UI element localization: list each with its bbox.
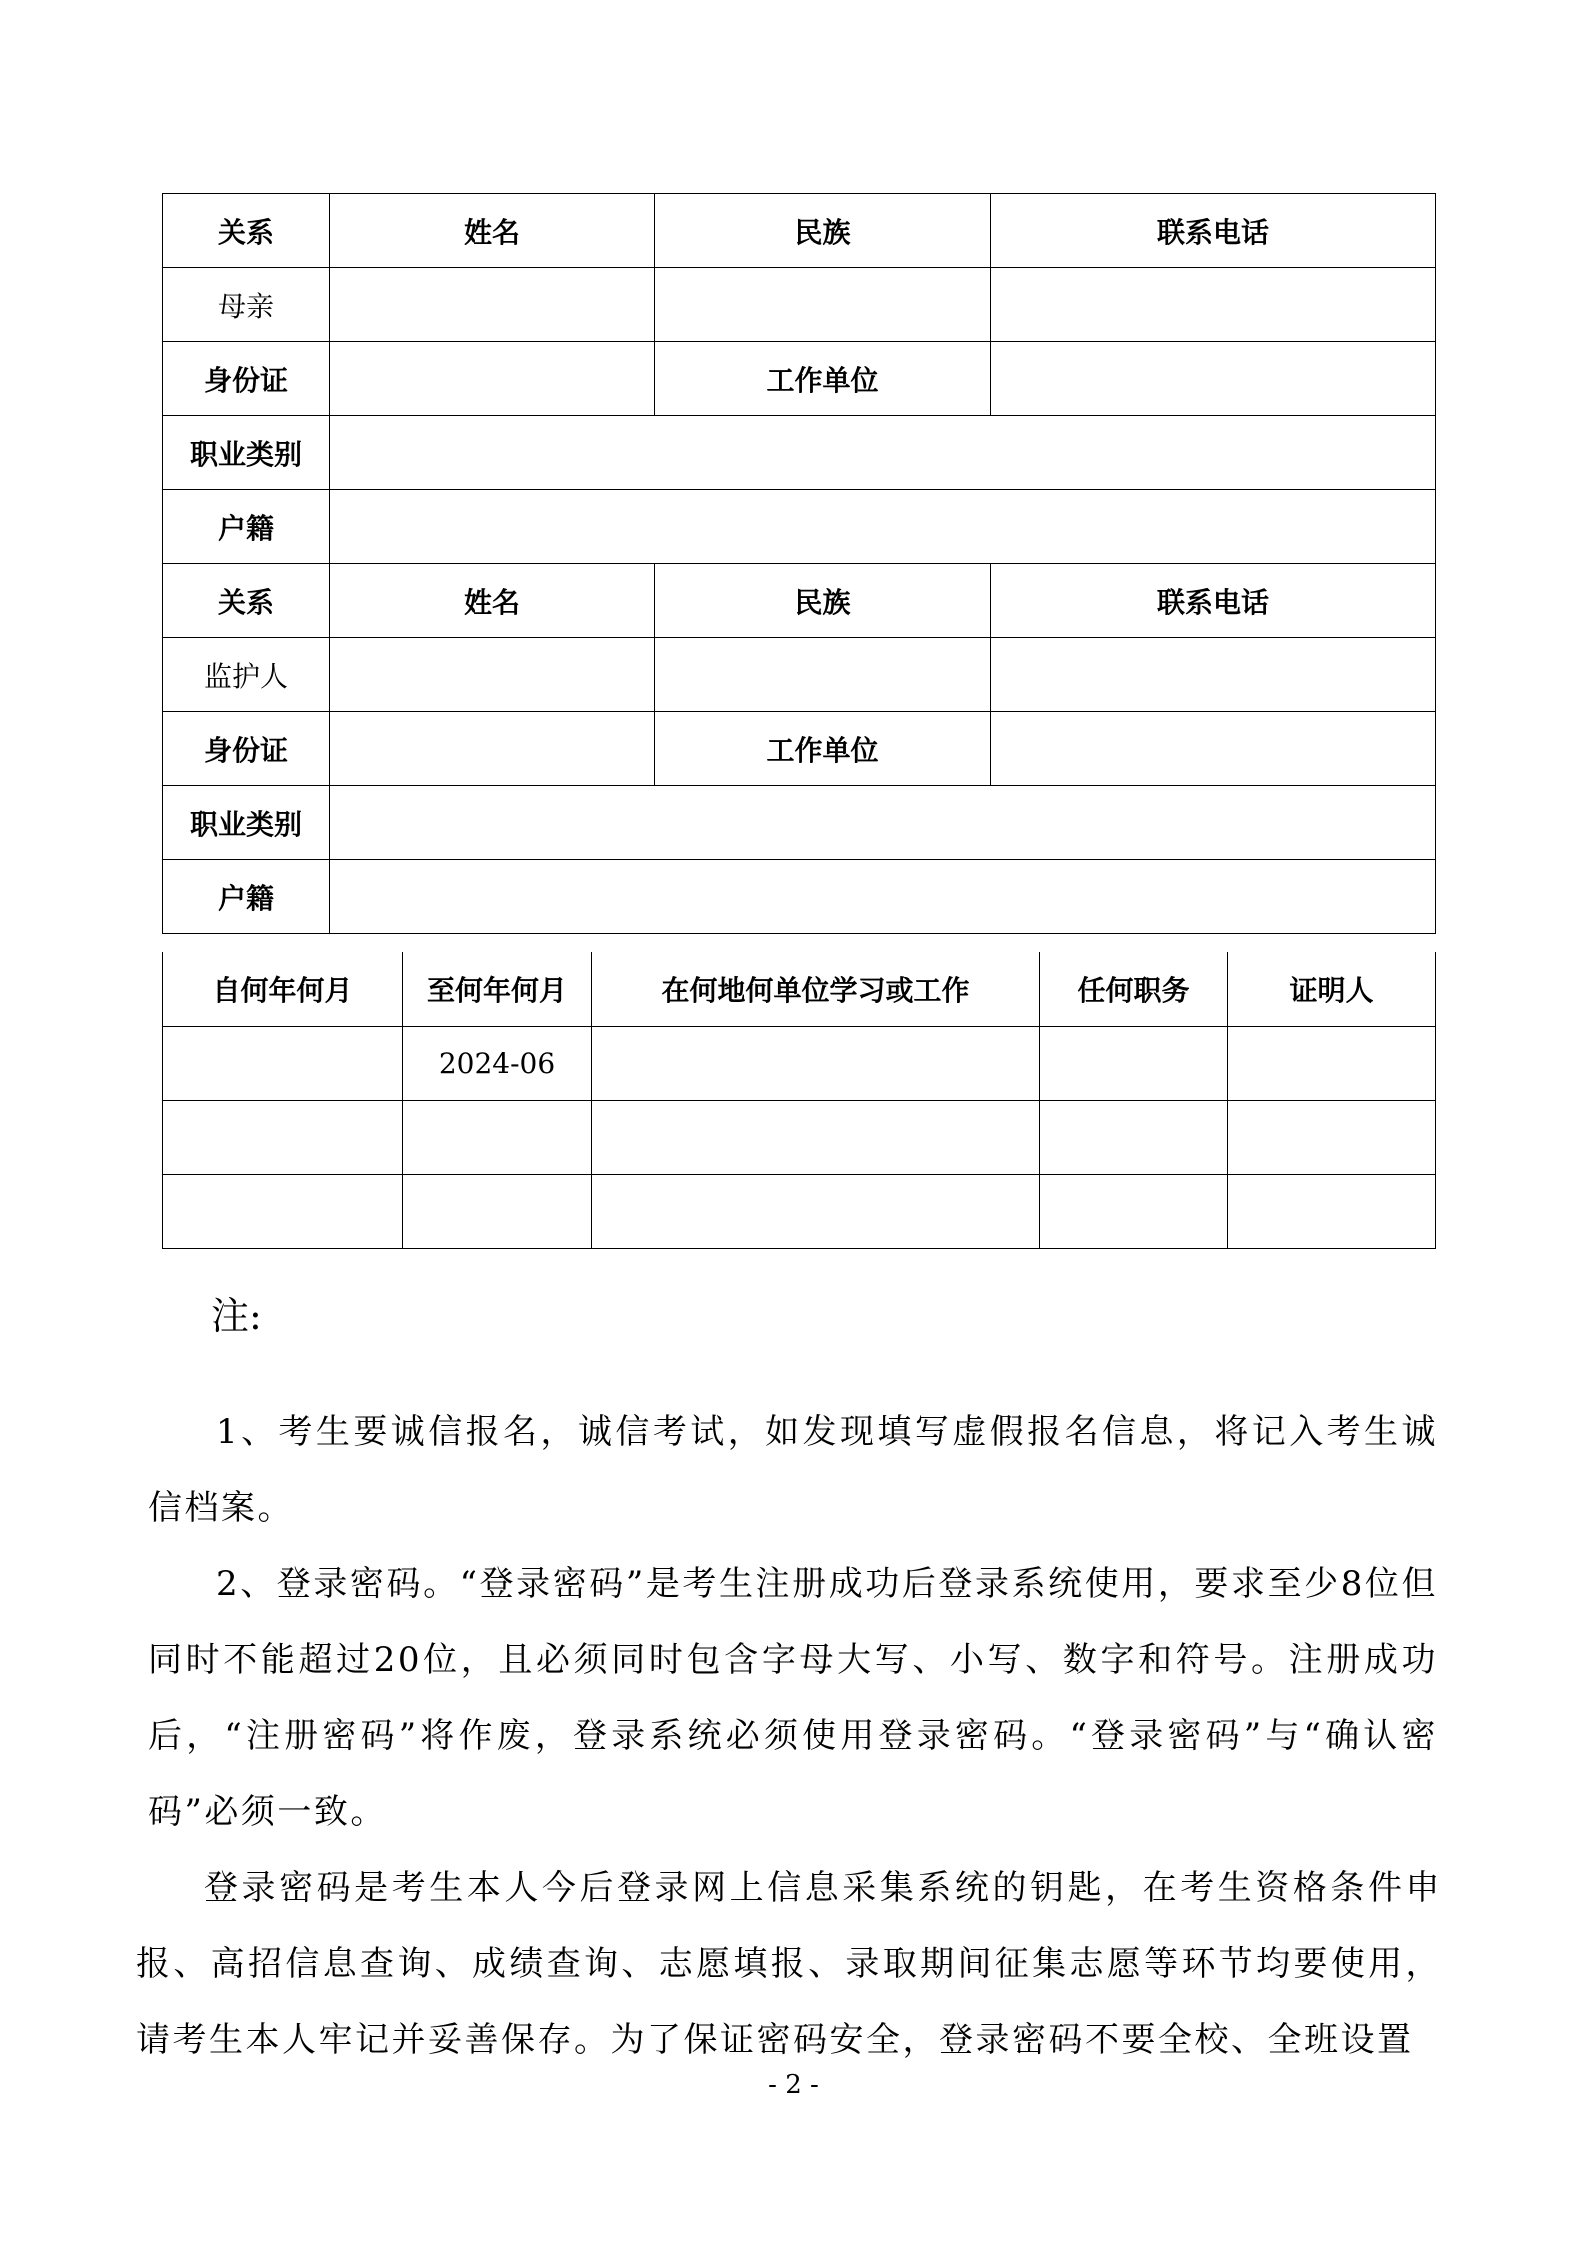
relation-cell: 母亲 xyxy=(163,268,330,342)
header-cell: 任何职务 xyxy=(1040,952,1228,1026)
header-cell: 在何地何单位学习或工作 xyxy=(592,952,1040,1026)
header-cell: 民族 xyxy=(655,564,991,638)
note-paragraph-2: 2、登录密码。“登录密码”是考生注册成功后登录系统使用，要求至少8位但同时不能超过20位，且必须同时包含字母大写、小写、数字和符号。注册成功后，“注册密码”将作废，登录系统必须使用登录密码。“登录密码”与“确认密码”必须一致。 xyxy=(148,1564,1438,1832)
work-unit-field[interactable] xyxy=(991,712,1436,786)
table-row xyxy=(163,1174,1436,1248)
name-field[interactable] xyxy=(330,268,655,342)
table-cell[interactable] xyxy=(403,1174,592,1248)
table-cell[interactable] xyxy=(1040,1100,1228,1174)
header-cell: 关系 xyxy=(163,564,330,638)
table-cell[interactable] xyxy=(163,1174,403,1248)
huji-label: 户籍 xyxy=(163,860,330,934)
history-table xyxy=(162,952,1436,1249)
table-cell[interactable] xyxy=(1228,1026,1436,1100)
phone-field[interactable] xyxy=(991,638,1436,712)
header-cell: 联系电话 xyxy=(991,564,1436,638)
work-unit-label: 工作单位 xyxy=(655,342,991,416)
huji-label: 户籍 xyxy=(163,490,330,564)
table-row xyxy=(163,490,1436,564)
header-cell: 姓名 xyxy=(330,564,655,638)
table-row xyxy=(163,786,1436,860)
occupation-field[interactable] xyxy=(330,786,1436,860)
table-cell[interactable] xyxy=(592,1026,1040,1100)
table-row xyxy=(163,194,1436,268)
occupation-field[interactable] xyxy=(330,416,1436,490)
id-label: 身份证 xyxy=(163,712,330,786)
family-info-table xyxy=(162,193,1436,934)
ethnicity-field[interactable] xyxy=(655,268,991,342)
page-number: - 2 - xyxy=(768,2070,819,2100)
header-cell: 姓名 xyxy=(330,194,655,268)
header-cell: 自何年何月 xyxy=(163,952,403,1026)
table-cell[interactable] xyxy=(592,1100,1040,1174)
header-cell: 至何年何月 xyxy=(403,952,592,1026)
name-field[interactable] xyxy=(330,638,655,712)
table-cell[interactable] xyxy=(163,1026,403,1100)
table-cell[interactable] xyxy=(163,1100,403,1174)
header-cell: 关系 xyxy=(163,194,330,268)
note-paragraph-3: 登录密码是考生本人今后登录网上信息采集系统的钥匙，在考生资格条件申报、高招信息查询、成绩查询、志愿填报、录取期间征集志愿等环节均要使用，请考生本人牢记并妥善保存。为了保证密码安全，登录密码不要全校、全班设置 xyxy=(136,1868,1442,2060)
table-row xyxy=(163,564,1436,638)
table-row xyxy=(163,1026,1436,1100)
work-unit-field[interactable] xyxy=(991,342,1436,416)
table-cell[interactable] xyxy=(1228,1100,1436,1174)
occupation-label: 职业类别 xyxy=(163,786,330,860)
table-cell[interactable] xyxy=(1040,1174,1228,1248)
table-cell[interactable] xyxy=(403,1100,592,1174)
table-cell[interactable] xyxy=(592,1174,1040,1248)
note-paragraph-1: 1、考生要诚信报名，诚信考试，如发现填写虚假报名信息，将记入考生诚信档案。 xyxy=(148,1412,1438,1528)
ethnicity-field[interactable] xyxy=(655,638,991,712)
table-row xyxy=(163,342,1436,416)
notes-title: 注: xyxy=(211,1294,262,1338)
header-cell: 民族 xyxy=(655,194,991,268)
table-row xyxy=(163,712,1436,786)
huji-field[interactable] xyxy=(330,860,1436,934)
table-cell[interactable] xyxy=(1228,1174,1436,1248)
table-row xyxy=(163,860,1436,934)
occupation-label: 职业类别 xyxy=(163,416,330,490)
table-cell[interactable]: 2024-06 xyxy=(403,1026,592,1100)
table-row xyxy=(163,416,1436,490)
table-row xyxy=(163,638,1436,712)
huji-field[interactable] xyxy=(330,490,1436,564)
relation-cell: 监护人 xyxy=(163,638,330,712)
id-field[interactable] xyxy=(330,342,655,416)
id-label: 身份证 xyxy=(163,342,330,416)
work-unit-label: 工作单位 xyxy=(655,712,991,786)
table-row xyxy=(163,1100,1436,1174)
phone-field[interactable] xyxy=(991,268,1436,342)
id-field[interactable] xyxy=(330,712,655,786)
table-cell[interactable] xyxy=(1040,1026,1228,1100)
header-cell: 证明人 xyxy=(1228,952,1436,1026)
header-cell: 联系电话 xyxy=(991,194,1436,268)
table-row xyxy=(163,268,1436,342)
table-row xyxy=(163,952,1436,1026)
